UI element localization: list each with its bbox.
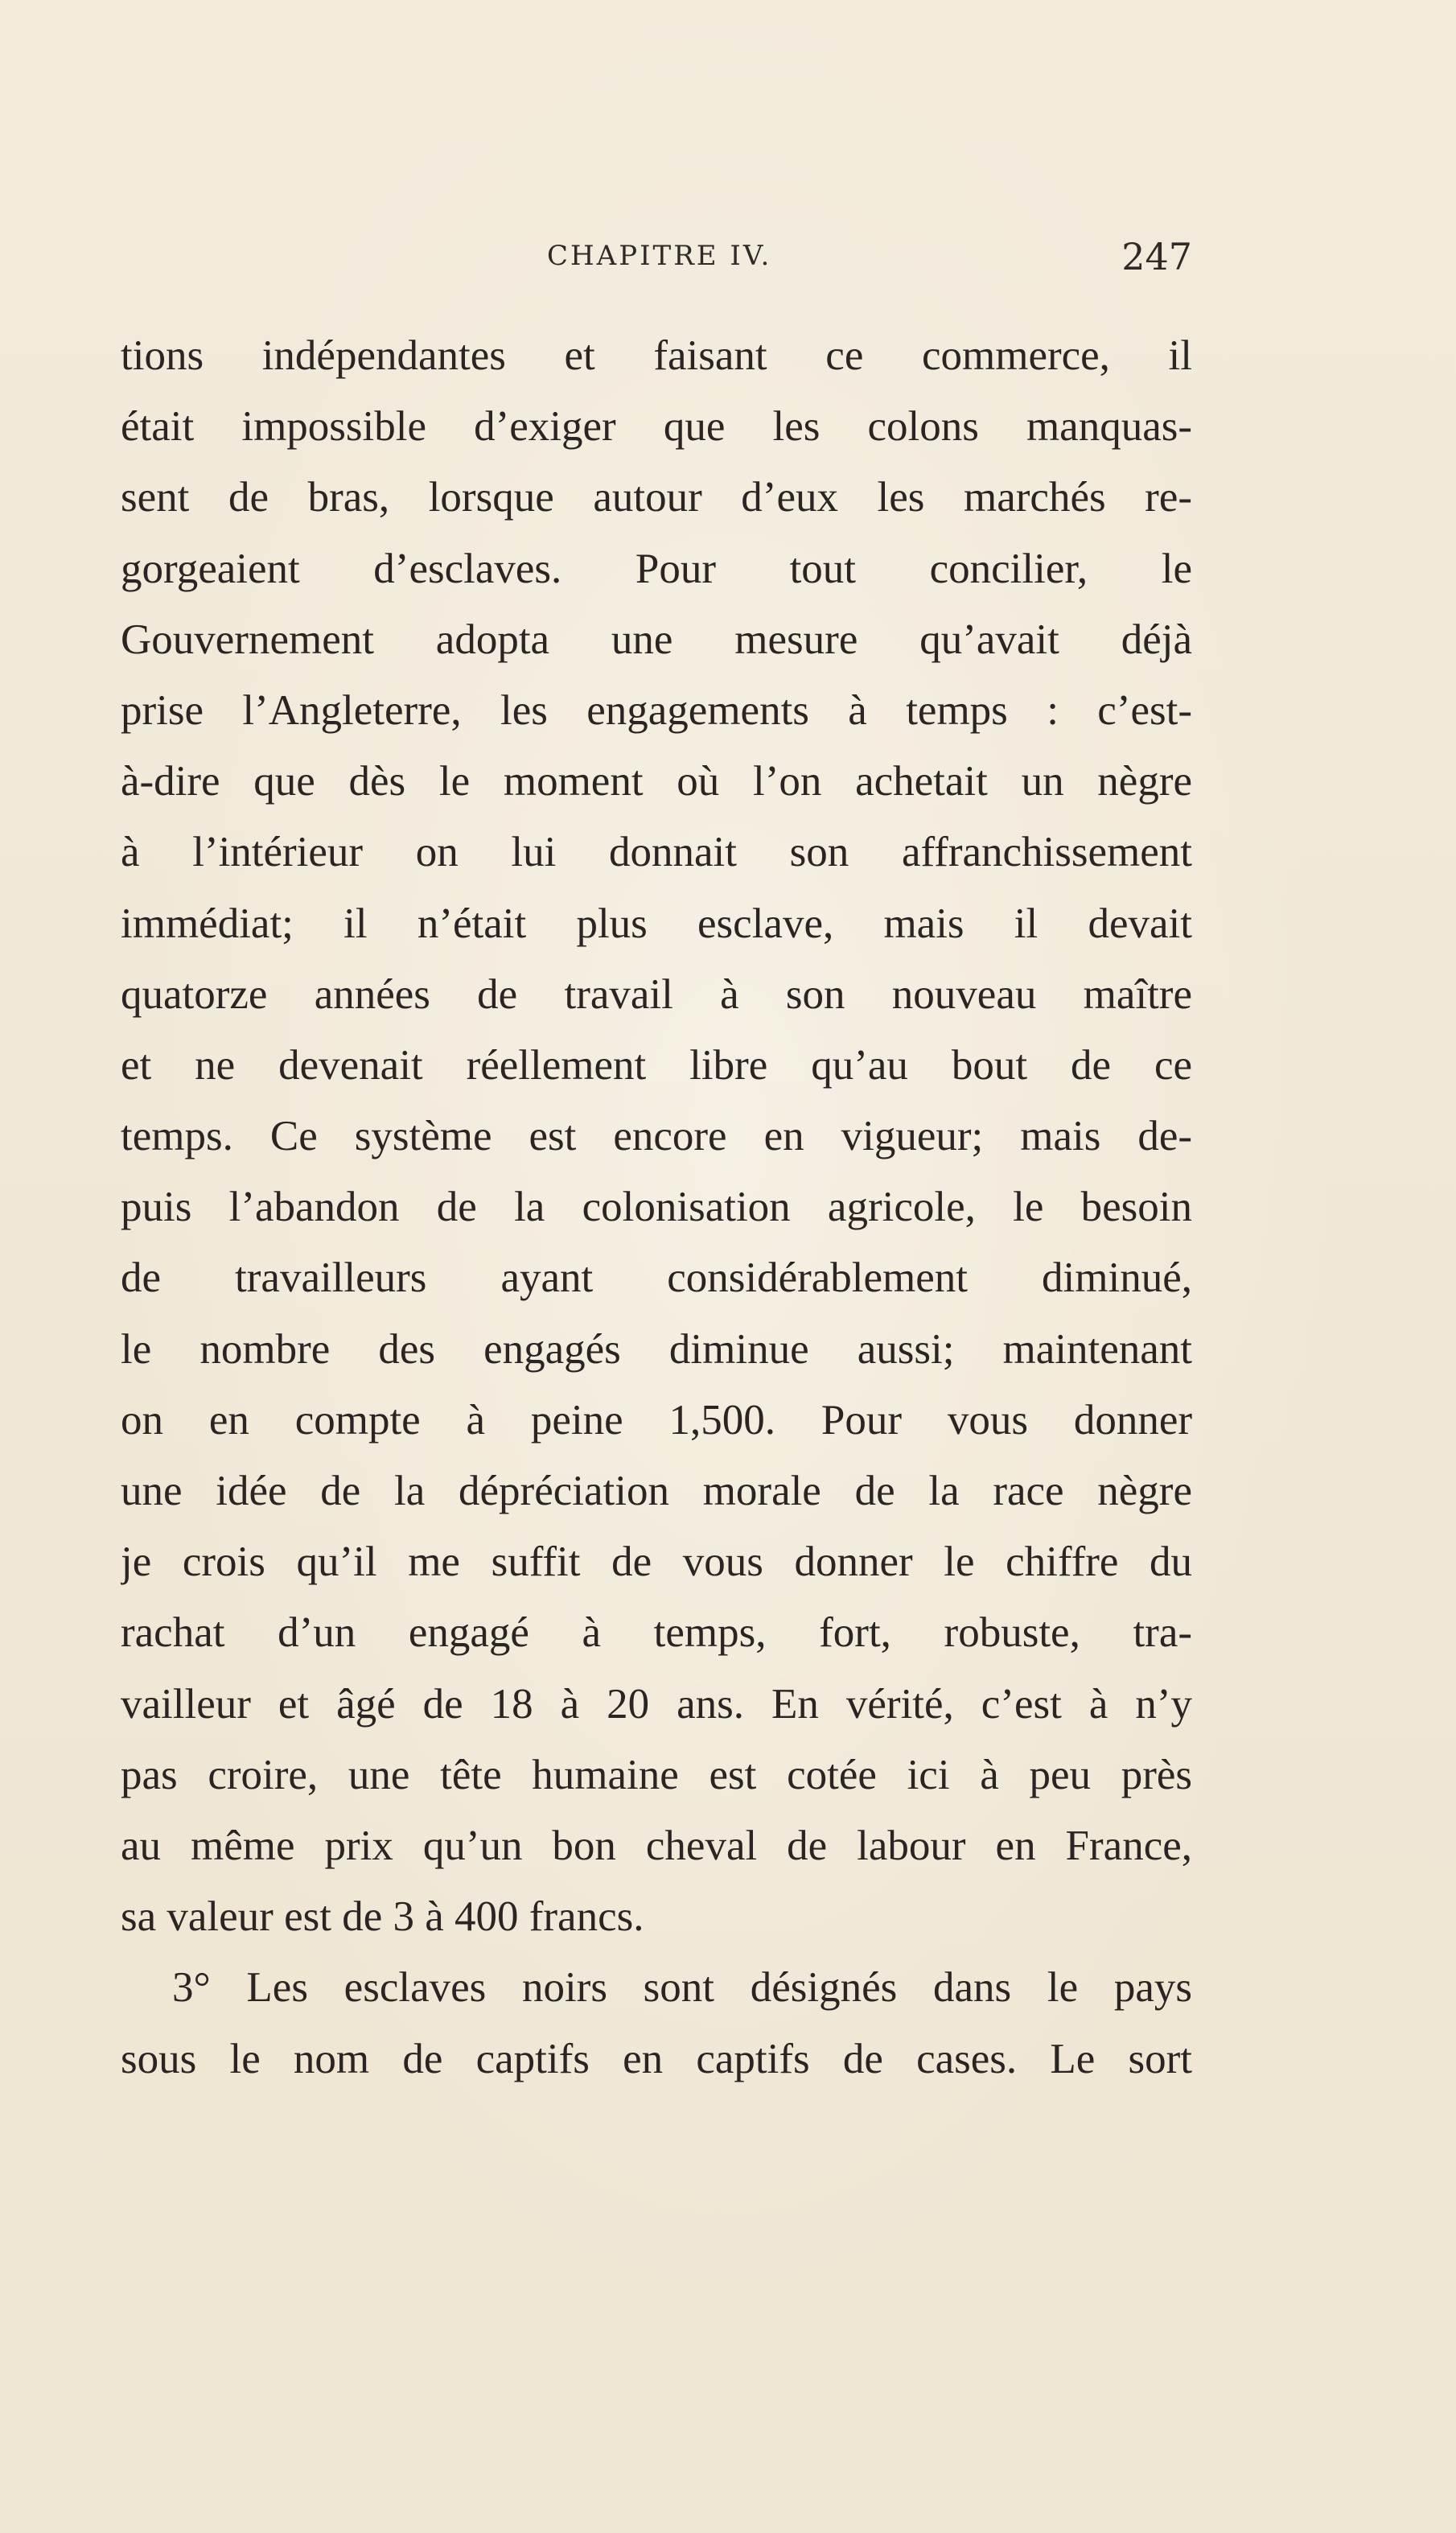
text-line: au même prix qu’un bon cheval de labour en France, — [121, 1822, 1192, 1869]
text-line: prise l’Angleterre, les engagements à temps : c’est- — [121, 686, 1192, 734]
text-line: temps. Ce système est encore en vigueur; mais de- — [121, 1113, 1192, 1160]
text-line: Gouvernement adopta une mesure qu’avait déjà — [121, 616, 1192, 663]
text-line: une idée de la dépréciation morale de la race nègre — [121, 1468, 1192, 1514]
page-number: 247 — [1121, 235, 1192, 278]
text-line: puis l’abandon de la colonisation agricole, le besoin — [121, 1184, 1192, 1231]
text-line: de travailleurs ayant considérablement diminué, — [121, 1254, 1192, 1302]
text-line: sous le nom de captifs en captifs de cases. Le sort — [121, 2035, 1192, 2082]
text-line: je crois qu’il me suffit de vous donner le chiffre du — [121, 1538, 1192, 1586]
text-line: vailleur et âgé de 18 à 20 ans. En vérité, c’est à n’y — [121, 1680, 1192, 1728]
text-line: immédiat; il n’était plus esclave, mais il devait — [121, 900, 1192, 947]
text-line: rachat d’un engagé à temps, fort, robuste, tra- — [121, 1609, 1192, 1657]
text-line: on en compte à peine 1,500. Pour vous donner — [121, 1396, 1192, 1444]
text-line: à-dire que dès le moment où l’on achetait un nègre — [121, 758, 1192, 805]
text-line: sent de bras, lorsque autour d’eux les marchés re- — [121, 474, 1192, 521]
text-line: était impossible d’exiger que les colons manquas- — [121, 403, 1192, 451]
text-line: le nombre des engagés diminue aussi; maintenant — [121, 1325, 1192, 1373]
text-line: quatorze années de travail à son nouveau maître — [121, 970, 1192, 1018]
text-line: et ne devenait réellement libre qu’au bout de ce — [121, 1041, 1192, 1089]
text-line: à l’intérieur on lui donnait son affranchissement — [121, 829, 1192, 876]
text-line: tions indépendantes et faisant ce commerce, il — [121, 332, 1192, 379]
body-text — [121, 320, 1192, 2094]
text-line: gorgeaient d’esclaves. Pour tout concilier, le — [121, 545, 1192, 592]
running-head — [121, 235, 1192, 288]
paragraph-start-line: 3° Les esclaves noirs sont désignés dans le pays — [172, 1964, 1192, 2012]
chapter-title: CHAPITRE IV. — [547, 240, 772, 272]
paragraph-end-line: sa valeur est de 3 à 400 francs. — [121, 1893, 644, 1941]
text-line: pas croire, une tête humaine est cotée ici à peu près — [121, 1751, 1192, 1798]
